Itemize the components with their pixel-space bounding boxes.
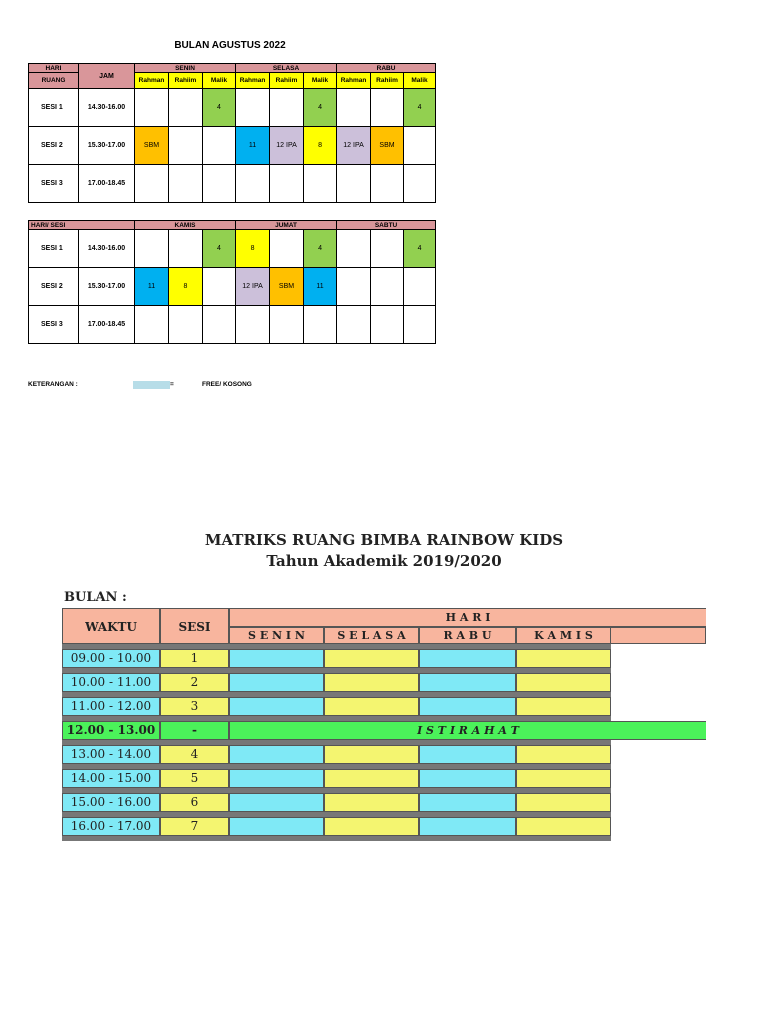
hari-sesi-header: HARI/ SESI (29, 221, 135, 230)
schedule-cell (270, 306, 304, 344)
schedule-cell: 8 (304, 127, 337, 165)
matrix-cell (229, 793, 324, 812)
sesi-cell: 7 (160, 817, 229, 836)
day-header-senin: SENIN (135, 64, 236, 73)
schedule-cell (371, 89, 404, 127)
legend-text: FREE/ KOSONG (202, 381, 252, 388)
matrix-title: MATRIKS RUANG BIMBA RAINBOW KIDS (204, 531, 564, 549)
waktu-cell: 12.00 - 13.00 (62, 721, 160, 740)
room-name: Malik (404, 73, 436, 89)
matrix-cell (419, 673, 516, 692)
matrix-cell (419, 697, 516, 716)
matrix-cell (516, 769, 611, 788)
schedule-cell (371, 306, 404, 344)
row-separator (62, 836, 611, 841)
hari-header: H A R I (229, 608, 706, 627)
jam-label: 14.30-16.00 (79, 89, 135, 127)
table-row (29, 127, 436, 165)
schedule-cell (236, 165, 270, 203)
room-name: Rahman (236, 73, 270, 89)
schedule-cell (135, 306, 169, 344)
jam-label: 14.30-16.00 (79, 230, 135, 268)
ruang-header: RUANG (29, 73, 79, 89)
day-rabu: R A B U (419, 627, 516, 644)
schedule-cell (236, 306, 270, 344)
room-name: Rahiim (270, 73, 304, 89)
waktu-header: WAKTU (62, 608, 160, 644)
schedule-cell: 11 (135, 268, 169, 306)
matrix-cell (516, 673, 611, 692)
schedule-table-2 (28, 220, 436, 344)
schedule-cell (371, 165, 404, 203)
sesi-label: SESI 2 (29, 268, 79, 306)
jam-header: JAM (79, 64, 135, 89)
schedule-cell (337, 165, 371, 203)
schedule-cell (169, 165, 203, 203)
schedule-cell (169, 89, 203, 127)
schedule-cell: 4 (404, 230, 436, 268)
schedule-cell: 12 IPA (337, 127, 371, 165)
matrix-cell (324, 673, 419, 692)
matrix-cell (324, 697, 419, 716)
schedule-cell: 8 (236, 230, 270, 268)
schedule-cell (270, 230, 304, 268)
schedule-cell: 4 (203, 89, 236, 127)
matrix-cell (324, 817, 419, 836)
waktu-cell: 14.00 - 15.00 (62, 769, 160, 788)
schedule-cell (135, 89, 169, 127)
sesi-cell: 1 (160, 649, 229, 668)
schedule-cell (404, 268, 436, 306)
legend-label: KETERANGAN : (28, 381, 78, 388)
sesi-label: SESI 1 (29, 230, 79, 268)
sesi-cell: - (160, 721, 229, 740)
matrix-cell (419, 817, 516, 836)
room-name: Rahiim (169, 73, 203, 89)
jam-label: 17.00-18.45 (79, 306, 135, 344)
sesi-header: SESI (160, 608, 229, 644)
jam-label: 17.00-18.45 (79, 165, 135, 203)
matrix-subtitle: Tahun Akademik 2019/2020 (266, 552, 502, 570)
matrix-cell (419, 793, 516, 812)
matrix-cell (419, 745, 516, 764)
room-name: Malik (304, 73, 337, 89)
schedule-cell: 12 IPA (236, 268, 270, 306)
schedule-cell: 11 (304, 268, 337, 306)
table-row (29, 89, 436, 127)
schedule-cell: SBM (135, 127, 169, 165)
matrix-cell (229, 769, 324, 788)
matrix-cell (324, 769, 419, 788)
matrix-cell (516, 649, 611, 668)
schedule-cell (337, 268, 371, 306)
schedule-cell: 4 (203, 230, 236, 268)
matrix-cell (229, 649, 324, 668)
schedule-cell (169, 127, 203, 165)
schedule-cell (304, 306, 337, 344)
header-extension (611, 627, 706, 644)
bulan-label: BULAN : (64, 590, 127, 605)
jam-label: 15.30-17.00 (79, 268, 135, 306)
schedule-cell (203, 268, 236, 306)
sesi-label: SESI 3 (29, 165, 79, 203)
schedule-cell (203, 127, 236, 165)
day-header-jumat: JUMAT (236, 221, 337, 230)
sesi-cell: 4 (160, 745, 229, 764)
sesi-cell: 3 (160, 697, 229, 716)
schedule-cell (203, 306, 236, 344)
matrix-cell (229, 745, 324, 764)
matrix-cell (419, 769, 516, 788)
schedule-cell (203, 165, 236, 203)
matrix-cell (419, 649, 516, 668)
sesi-cell: 6 (160, 793, 229, 812)
room-name: Rahiim (371, 73, 404, 89)
day-header-selasa: SELASA (236, 64, 337, 73)
schedule-cell (270, 89, 304, 127)
sesi-label: SESI 3 (29, 306, 79, 344)
waktu-cell: 09.00 - 10.00 (62, 649, 160, 668)
schedule-cell (135, 165, 169, 203)
matrix-cell (324, 793, 419, 812)
matrix-cell (229, 673, 324, 692)
jam-label: 15.30-17.00 (79, 127, 135, 165)
schedule-cell (371, 230, 404, 268)
schedule-cell (337, 89, 371, 127)
day-kamis: K A M I S (516, 627, 611, 644)
schedule-cell: 8 (169, 268, 203, 306)
sesi-label: SESI 1 (29, 89, 79, 127)
day-selasa: S E L A S A (324, 627, 419, 644)
legend-equals: = (170, 381, 174, 388)
schedule-cell (371, 268, 404, 306)
table-row (29, 268, 436, 306)
waktu-cell: 13.00 - 14.00 (62, 745, 160, 764)
table-row (29, 230, 436, 268)
sesi-label: SESI 2 (29, 127, 79, 165)
room-name: Malik (203, 73, 236, 89)
table-row (29, 306, 436, 344)
waktu-cell: 11.00 - 12.00 (62, 697, 160, 716)
matrix-cell (324, 745, 419, 764)
schedule-cell: 4 (404, 89, 436, 127)
schedule-cell (404, 127, 436, 165)
schedule-cell: SBM (371, 127, 404, 165)
schedule-cell: 4 (304, 89, 337, 127)
room-name: Rahman (337, 73, 371, 89)
day-header-rabu: RABU (337, 64, 436, 73)
matrix-cell (516, 793, 611, 812)
sesi-cell: 2 (160, 673, 229, 692)
schedule-cell (304, 165, 337, 203)
day-senin: S E N I N (229, 627, 324, 644)
matrix-cell (516, 697, 611, 716)
day-header-kamis: KAMIS (135, 221, 236, 230)
matrix-cell (229, 697, 324, 716)
schedule-cell (404, 306, 436, 344)
schedule-cell (404, 165, 436, 203)
matrix-cell (516, 817, 611, 836)
schedule-table-1 (28, 63, 436, 203)
schedule-cell (270, 165, 304, 203)
hari-header: HARI (29, 64, 79, 73)
matrix-cell (516, 745, 611, 764)
schedule-cell: 11 (236, 127, 270, 165)
schedule-cell: SBM (270, 268, 304, 306)
matrix-cell (229, 817, 324, 836)
waktu-cell: 16.00 - 17.00 (62, 817, 160, 836)
schedule-cell (169, 230, 203, 268)
room-name: Rahman (135, 73, 169, 89)
schedule-cell: 4 (304, 230, 337, 268)
schedule-cell (135, 230, 169, 268)
schedule-cell (337, 230, 371, 268)
schedule-cell (337, 306, 371, 344)
day-header-sabtu: SABTU (337, 221, 436, 230)
table-row (29, 165, 436, 203)
waktu-cell: 10.00 - 11.00 (62, 673, 160, 692)
schedule-cell (236, 89, 270, 127)
schedule-cell (169, 306, 203, 344)
waktu-cell: 15.00 - 16.00 (62, 793, 160, 812)
sesi-cell: 5 (160, 769, 229, 788)
schedule-cell: 12 IPA (270, 127, 304, 165)
matrix-cell (324, 649, 419, 668)
break-cell: I S T I R A H A T (229, 721, 706, 740)
sheet-title: BULAN AGUSTUS 2022 (174, 40, 286, 51)
legend-swatch (133, 381, 170, 389)
